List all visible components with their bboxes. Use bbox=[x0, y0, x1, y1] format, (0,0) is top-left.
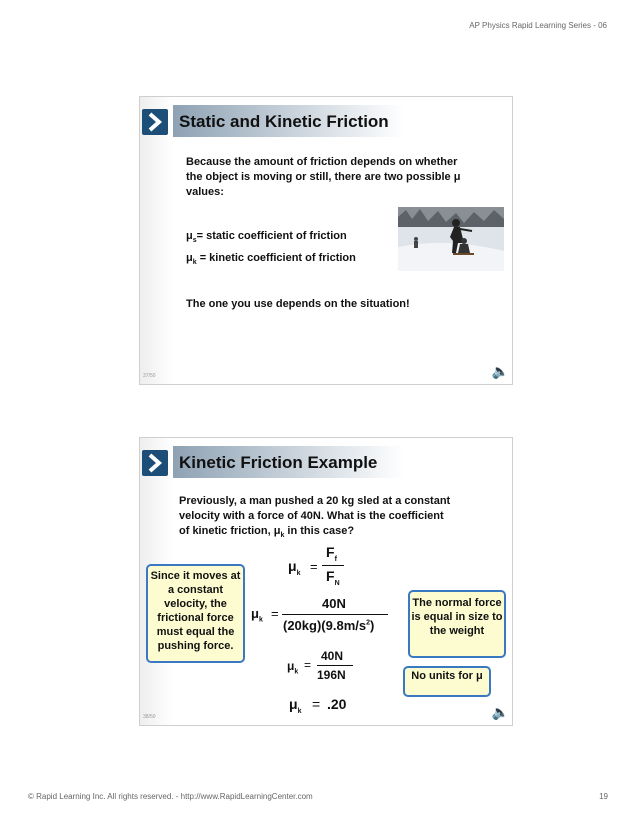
eq1-lhs: $\mu_k$ bbox=[288, 558, 301, 577]
eq2-numerator: 40N bbox=[322, 596, 346, 611]
mu-k-definition bbox=[186, 251, 356, 270]
callout-normal-force: The normal force is equal in size to the weight bbox=[408, 590, 506, 658]
eq1-denominator: $F_N$ bbox=[326, 568, 340, 587]
footer-copyright: © Rapid Learning Inc. All rights reserved. - http://www.RapidLearningCenter.com bbox=[28, 792, 313, 801]
eq2-fraction-bar bbox=[282, 614, 388, 615]
problem-text-b: in this case? bbox=[284, 525, 355, 537]
series-header: AP Physics Rapid Learning Series - 06 bbox=[469, 21, 607, 30]
mu-k-symbol: μ bbox=[186, 252, 193, 264]
conclusion-text: The one you use depends on the situation! bbox=[186, 298, 410, 310]
eq2-denominator: $(20kg)(9.8m/s^2)$ bbox=[283, 618, 375, 633]
mu-s-symbol: μ bbox=[186, 230, 193, 242]
slide-number: 37/50 bbox=[143, 373, 156, 379]
problem-text bbox=[179, 494, 451, 543]
slide-number: 38/50 bbox=[143, 714, 156, 720]
sled-photo bbox=[398, 207, 504, 271]
mu-k-text: = kinetic coefficient of friction bbox=[196, 252, 356, 264]
slide-title: Kinetic Friction Example bbox=[179, 453, 378, 472]
mu-s-subscript: s bbox=[192, 237, 197, 245]
eq4-lhs: $\mu_k$ bbox=[289, 696, 302, 715]
eq3-numerator: 40N bbox=[321, 649, 344, 663]
eq1-numerator: $F_f$ bbox=[326, 544, 337, 563]
eq3-denominator: 196N bbox=[317, 668, 346, 682]
problem-text-a: Previously, a man pushed a 20 kg sled at a constant velocity with a force of 40N. What is the coefficient of kinetic friction, μ bbox=[179, 495, 451, 537]
eq1-fraction-bar bbox=[322, 565, 344, 566]
mu-k-subscript: k bbox=[192, 259, 197, 267]
title-bar bbox=[173, 105, 404, 137]
eq3-fraction-bar bbox=[317, 665, 353, 666]
callout-constant-velocity: Since it moves at a constant velocity, the frictional force must equal the pushing force. bbox=[146, 564, 245, 663]
chevron-right-icon bbox=[142, 450, 168, 476]
mu-s-text: = static coefficient of friction bbox=[196, 230, 347, 242]
speaker-icon[interactable]: 🔈 bbox=[491, 704, 509, 720]
eq1-equals: = bbox=[310, 559, 318, 574]
eq2-lhs: $\mu_k$ bbox=[251, 606, 263, 624]
chevron-right-icon bbox=[142, 109, 168, 135]
eq3-equals: = bbox=[304, 658, 312, 672]
eq4-equals: = bbox=[312, 696, 321, 712]
slide-sidebar bbox=[140, 97, 173, 384]
problem-subscript: k bbox=[280, 532, 285, 540]
intro-text: Because the amount of friction depends on whether the object is moving or still, there are two possible μ values: bbox=[186, 156, 461, 198]
page-number: 19 bbox=[599, 792, 608, 801]
callout-no-units: No units for μ bbox=[403, 666, 491, 697]
slide-kinetic-friction-example bbox=[139, 437, 513, 726]
slide-title: Static and Kinetic Friction bbox=[179, 112, 389, 131]
eq3-lhs: $\mu_k$ bbox=[287, 659, 299, 676]
mu-s-definition bbox=[186, 229, 347, 248]
speaker-icon[interactable]: 🔈 bbox=[491, 363, 509, 379]
eq2-equals: = bbox=[271, 606, 279, 621]
title-bar bbox=[173, 446, 404, 478]
slide-static-kinetic-friction bbox=[139, 96, 513, 385]
eq4-result: .20 bbox=[327, 696, 347, 712]
